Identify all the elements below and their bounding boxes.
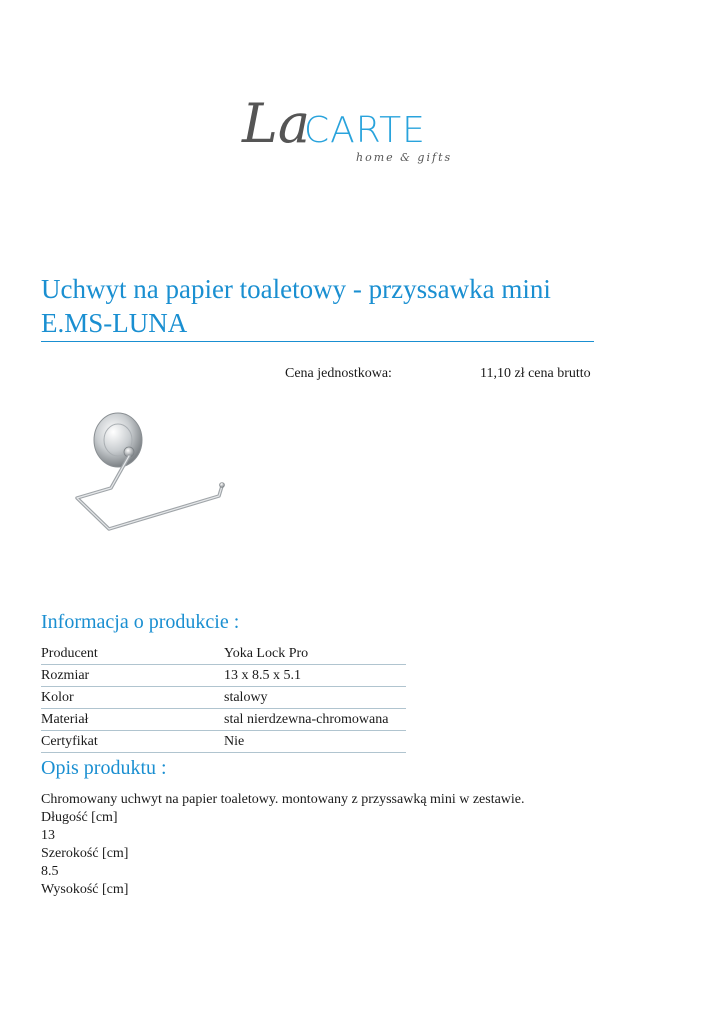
info-value: stal nierdzewna-chromowana — [224, 709, 406, 731]
info-key: Rozmiar — [41, 665, 224, 687]
description-line: 8.5 — [41, 864, 59, 879]
logo-text-dark: La — [242, 92, 311, 155]
info-key: Materiał — [41, 709, 224, 731]
description-line: Szerokość [cm] — [41, 846, 129, 861]
description-body — [41, 791, 525, 899]
price-value: 11,10 zł cena brutto — [480, 366, 591, 381]
logo-text-blue: CARTE — [304, 110, 426, 151]
description-line: Długość [cm] — [41, 810, 118, 825]
description-line: Wysokość [cm] — [41, 882, 129, 897]
info-key: Certyfikat — [41, 731, 224, 753]
info-key: Kolor — [41, 687, 224, 709]
info-value: 13 x 8.5 x 5.1 — [224, 665, 406, 687]
product-title — [41, 272, 601, 340]
description-heading: Opis produktu : — [41, 757, 167, 779]
lacarte-logo — [238, 84, 453, 170]
info-value: stalowy — [224, 687, 406, 709]
table-row — [41, 731, 406, 753]
table-row — [41, 665, 406, 687]
info-key: Producent — [41, 643, 224, 665]
title-divider — [41, 341, 594, 342]
description-line: 13 — [41, 828, 55, 843]
info-value: Nie — [224, 731, 406, 753]
table-row — [41, 709, 406, 731]
info-value: Yoka Lock Pro — [224, 643, 406, 665]
product-image — [41, 396, 259, 541]
table-row — [41, 687, 406, 709]
product-title-line2: E.MS-LUNA — [41, 308, 188, 338]
logo-tagline: home & gifts — [356, 151, 453, 164]
price-label: Cena jednostkowa: — [285, 366, 392, 381]
info-table — [41, 643, 406, 753]
description-line: Chromowany uchwyt na papier toaletowy. montowany z przyssawką mini w zestawie. — [41, 792, 525, 807]
product-title-line1: Uchwyt na papier toaletowy - przyssawka mini — [41, 274, 551, 304]
info-heading: Informacja o produkcie : — [41, 611, 240, 633]
table-row — [41, 643, 406, 665]
